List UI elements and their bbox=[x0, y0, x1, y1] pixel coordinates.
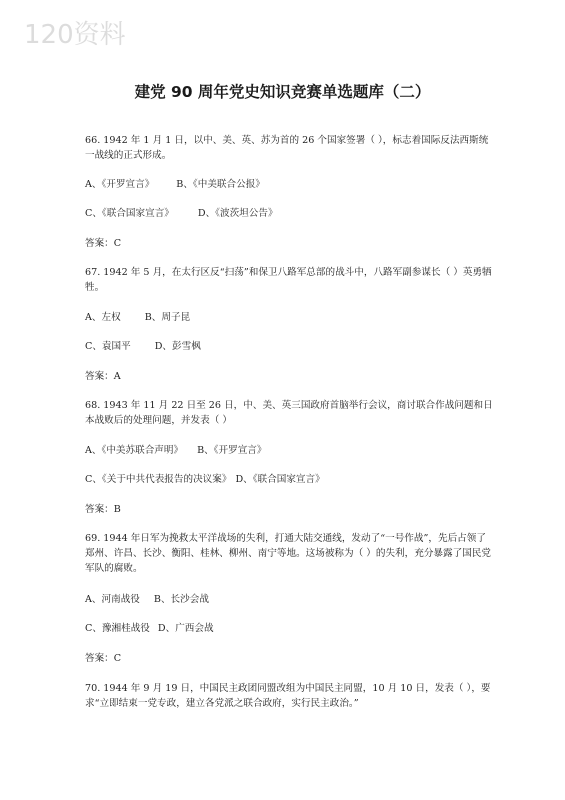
question-68-options-row2 bbox=[85, 471, 495, 488]
question-69-stem: 69. 1944 年日军为挽救太平洋战场的失利，打通大陆交通线，发动了“一号作战”，先后占领了郑州、许昌、长沙、衡阳、桂林、柳州、南宁等地。这场被称为（ ）的失利，充分暴露了国民党军队的腐败。 bbox=[85, 533, 491, 574]
question-70-stem: 70. 1944 年 9 月 19 日，中国民主政团同盟改组为中国民主同盟，10 月 10 日，发表（ ），要求“立即结束一党专政，建立各党派之联合政府，实行民主政治。” bbox=[85, 683, 491, 709]
option-b: B、《开罗宣言》 bbox=[197, 445, 267, 456]
question-68-options-row1 bbox=[85, 442, 495, 459]
question-69-answer: 答案：C bbox=[85, 653, 122, 664]
question-66-stem: 66. 1942 年 1 月 1 日，以中、美、英、苏为首的 26 个国家签署（ ），标志着国际反法西斯统一战线的正式形成。 bbox=[85, 135, 489, 161]
option-d: D、《联合国家宣言》 bbox=[235, 474, 325, 485]
option-a: A、左权 bbox=[85, 312, 121, 323]
question-69-options-row1 bbox=[85, 591, 495, 608]
option-d: D、广西会战 bbox=[157, 623, 214, 634]
option-a: A、河南战役 bbox=[85, 594, 140, 605]
question-67-answer: 答案：A bbox=[85, 371, 121, 382]
option-d: D、《波茨坦公告》 bbox=[197, 208, 278, 219]
option-c: C、《关于中共代表报告的决议案》 bbox=[85, 474, 232, 485]
question-67-options-row2 bbox=[85, 338, 495, 355]
watermark: 120资料 bbox=[24, 20, 126, 50]
option-b: B、长沙会战 bbox=[153, 594, 209, 605]
option-a: A、《中美苏联合声明》 bbox=[85, 445, 184, 456]
question-68-stem: 68. 1943 年 11 月 22 日至 26 日，中、美、英三国政府首脑举行会议，商讨联合作战问题和日本战败后的处理问题，并发表（ ） bbox=[85, 400, 493, 426]
option-d: D、彭雪枫 bbox=[154, 341, 201, 352]
option-b: B、《中美联合公报》 bbox=[176, 179, 265, 190]
option-c: C、袁国平 bbox=[85, 341, 131, 352]
question-68-answer: 答案：B bbox=[85, 504, 121, 515]
question-66-options-row2 bbox=[85, 205, 495, 222]
question-66-options-row1 bbox=[85, 176, 495, 193]
question-67-options-row1 bbox=[85, 309, 495, 326]
question-69-options-row2 bbox=[85, 620, 495, 637]
option-b: B、周子昆 bbox=[144, 312, 191, 323]
page-title: 建党 90 周年党史知识竞赛单选题库（二） bbox=[134, 83, 431, 101]
option-a: A、《开罗宣言》 bbox=[85, 179, 155, 190]
question-67-stem: 67. 1942 年 5 月，在太行区反“扫荡”和保卫八路军总部的战斗中，八路军副参谋长（ ）英勇牺牲。 bbox=[85, 267, 492, 293]
question-66-answer: 答案：C bbox=[85, 238, 122, 249]
option-c: C、豫湘桂战役 bbox=[85, 623, 150, 634]
option-c: C、《联合国家宣言》 bbox=[85, 208, 174, 219]
